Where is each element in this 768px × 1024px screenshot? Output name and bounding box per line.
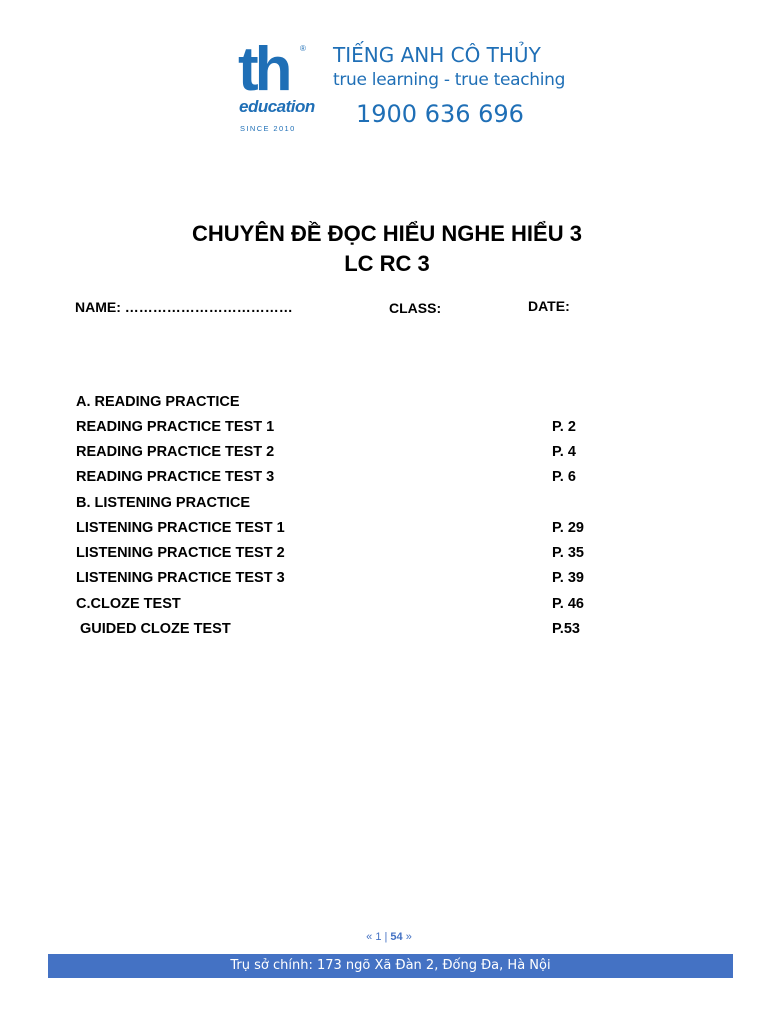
toc-label: LISTENING PRACTICE TEST 3	[76, 570, 285, 586]
toc-row	[76, 570, 616, 590]
logo-mark: th	[238, 35, 289, 104]
toc-row	[76, 596, 616, 616]
toc-label: C.CLOZE TEST	[76, 596, 181, 612]
toc-page: P. 6	[552, 469, 576, 485]
document-subtitle: LC RC 3	[344, 251, 430, 276]
toc-page: P.53	[552, 621, 580, 637]
registered-mark: ®	[300, 44, 306, 53]
footer-bar	[48, 954, 733, 978]
toc-label: READING PRACTICE TEST 2	[76, 444, 275, 460]
toc-page: P. 4	[552, 444, 576, 460]
document-title: CHUYÊN ĐỀ ĐỌC HIỂU NGHE HIỂU 3	[192, 221, 582, 246]
class-field-label: CLASS:	[389, 300, 442, 316]
toc-row	[76, 394, 616, 414]
page-indicator-total: 54	[390, 931, 403, 943]
toc-label: READING PRACTICE TEST 1	[76, 419, 275, 435]
toc-page: P. 29	[552, 520, 584, 536]
toc-page: P. 2	[552, 419, 576, 435]
logo-word: education	[239, 97, 315, 116]
toc-row	[76, 545, 616, 565]
toc-label: GUIDED CLOZE TEST	[76, 621, 231, 637]
name-field-label: NAME: ………………………………	[75, 299, 293, 315]
toc-row	[76, 444, 616, 464]
date-field-label: DATE:	[528, 298, 570, 314]
toc-page: P. 35	[552, 545, 584, 561]
logo-since: SINCE 2010	[240, 124, 296, 133]
toc-label: LISTENING PRACTICE TEST 2	[76, 545, 285, 561]
page-indicator-next: »	[405, 931, 412, 943]
brand-phone: 1900 636 696	[356, 100, 524, 128]
toc-row	[76, 469, 616, 489]
footer-address: Trụ sở chính: 173 ngõ Xã Đàn 2, Đống Đa, Hà Nội	[230, 958, 551, 973]
toc-label: LISTENING PRACTICE TEST 1	[76, 520, 285, 536]
page-indicator-current: « 1 |	[366, 931, 388, 943]
toc-row	[76, 621, 616, 641]
toc-label: A. READING PRACTICE	[76, 394, 240, 410]
brand-name: TIẾNG ANH CÔ THỦY	[333, 43, 541, 67]
toc-row	[76, 495, 616, 515]
toc-label: B. LISTENING PRACTICE	[76, 495, 251, 511]
toc-row	[76, 419, 616, 439]
toc-page: P. 39	[552, 570, 584, 586]
brand-slogan: true learning - true teaching	[333, 70, 566, 90]
toc-page: P. 46	[552, 596, 584, 612]
toc-label: READING PRACTICE TEST 3	[76, 469, 275, 485]
th-education-logo	[238, 35, 315, 138]
toc-row	[76, 520, 616, 540]
page-indicator	[0, 931, 768, 943]
